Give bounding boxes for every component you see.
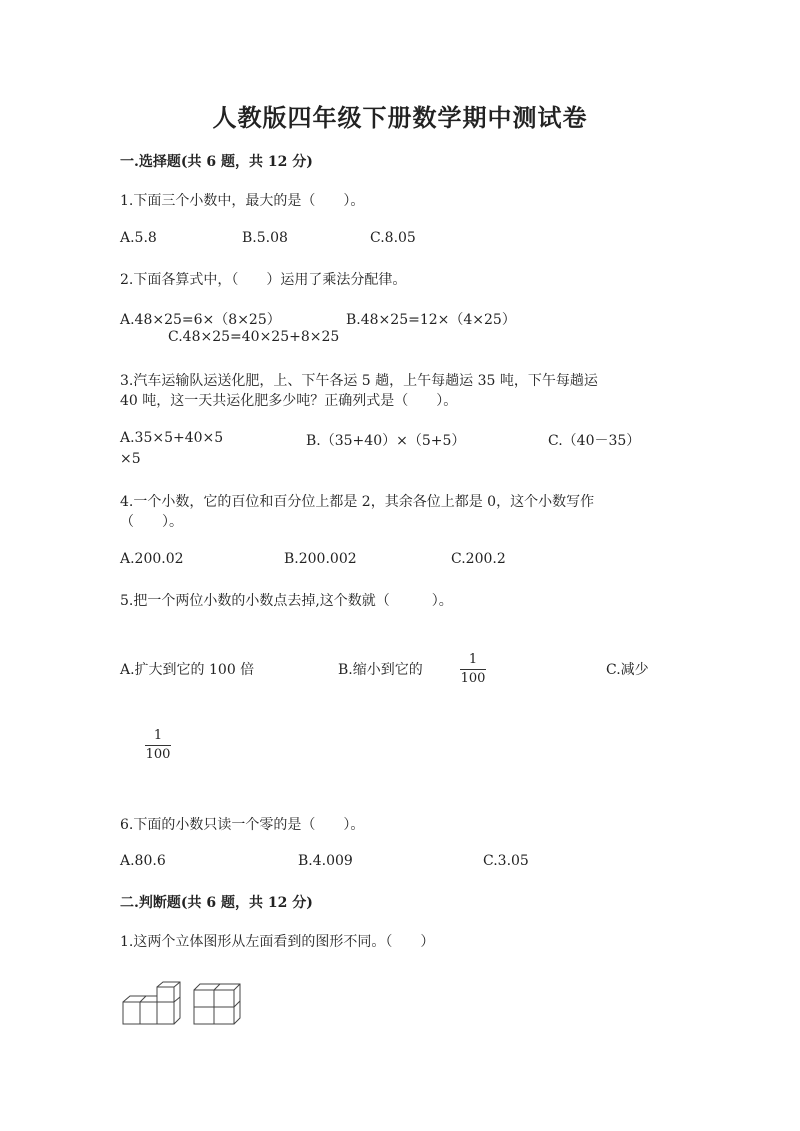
question-3-option-c: C.（40－35） — [548, 433, 641, 449]
question-5-option-c: C.减少 — [606, 662, 649, 678]
fraction-bar — [145, 745, 171, 746]
question-3-option-c-wrap: ×5 — [120, 451, 141, 467]
question-4-option-c: C.200.2 — [451, 551, 506, 567]
fraction-denominator: 100 — [145, 747, 171, 762]
question-3-option-a: A.35×5+40×5 — [120, 430, 224, 446]
question-5-option-b: B.缩小到它的 — [338, 662, 423, 678]
question-3-stem-line1: 3.汽车运输队运送化肥，上、下午各运 5 趟，上午每趟运 35 吨，下午每趟运 — [120, 373, 598, 389]
question-3-stem-line2: 40 吨，这一天共运化肥多少吨？正确列式是（ ）。 — [120, 393, 458, 409]
fraction-bar — [460, 669, 486, 670]
question-5-option-a: A.扩大到它的 100 倍 — [120, 662, 255, 678]
judgement-question-1-stem: 1.这两个立体图形从左面看到的图形不同。（ ） — [120, 934, 435, 950]
question-4-option-a: A.200.02 — [120, 551, 184, 567]
question-5-stem: 5.把一个两位小数的小数点去掉,这个数就（ ）。 — [120, 593, 453, 609]
question-4-option-b: B.200.002 — [284, 551, 357, 567]
section-heading-judgement: 二.判断题(共 6 题，共 12 分) — [120, 895, 313, 911]
question-1-option-b: B.5.08 — [242, 230, 288, 246]
fraction-one-hundredth — [460, 652, 486, 687]
question-3-option-b: B.（35+40）×（5+5） — [306, 433, 466, 449]
section-heading-choice: 一.选择题(共 6 题，共 12 分) — [120, 154, 313, 170]
question-6-option-c: C.3.05 — [483, 853, 529, 869]
question-2-option-a: A.48×25=6×（8×25） — [120, 312, 281, 328]
cube-figure-left — [123, 982, 180, 1024]
question-4-stem-line1: 4.一个小数，它的百位和百分位上都是 2，其余各位上都是 0，这个小数写作 — [120, 494, 595, 510]
cube-figure-illustration — [120, 980, 245, 1030]
fraction-denominator: 100 — [460, 671, 486, 686]
question-1-option-c: C.8.05 — [370, 230, 416, 246]
question-2-option-c: C.48×25=40×25+8×25 — [168, 329, 340, 345]
cube-figure-right — [194, 984, 240, 1024]
fraction-one-hundredth-c — [145, 728, 171, 763]
question-1-option-a: A.5.8 — [120, 230, 157, 246]
fraction-numerator: 1 — [153, 728, 163, 743]
question-1-stem: 1.下面三个小数中，最大的是（ ）。 — [120, 193, 365, 209]
question-2-stem: 2.下面各算式中，（ ）运用了乘法分配律。 — [120, 272, 407, 288]
page-title: 人教版四年级下册数学期中测试卷 — [212, 103, 588, 132]
fraction-numerator: 1 — [468, 652, 478, 667]
question-6-stem: 6.下面的小数只读一个零的是（ ）。 — [120, 817, 365, 833]
question-6-option-b: B.4.009 — [298, 853, 353, 869]
question-6-option-a: A.80.6 — [120, 853, 166, 869]
question-4-stem-line2: （ ）。 — [120, 514, 183, 530]
question-2-option-b: B.48×25=12×（4×25） — [346, 312, 516, 328]
